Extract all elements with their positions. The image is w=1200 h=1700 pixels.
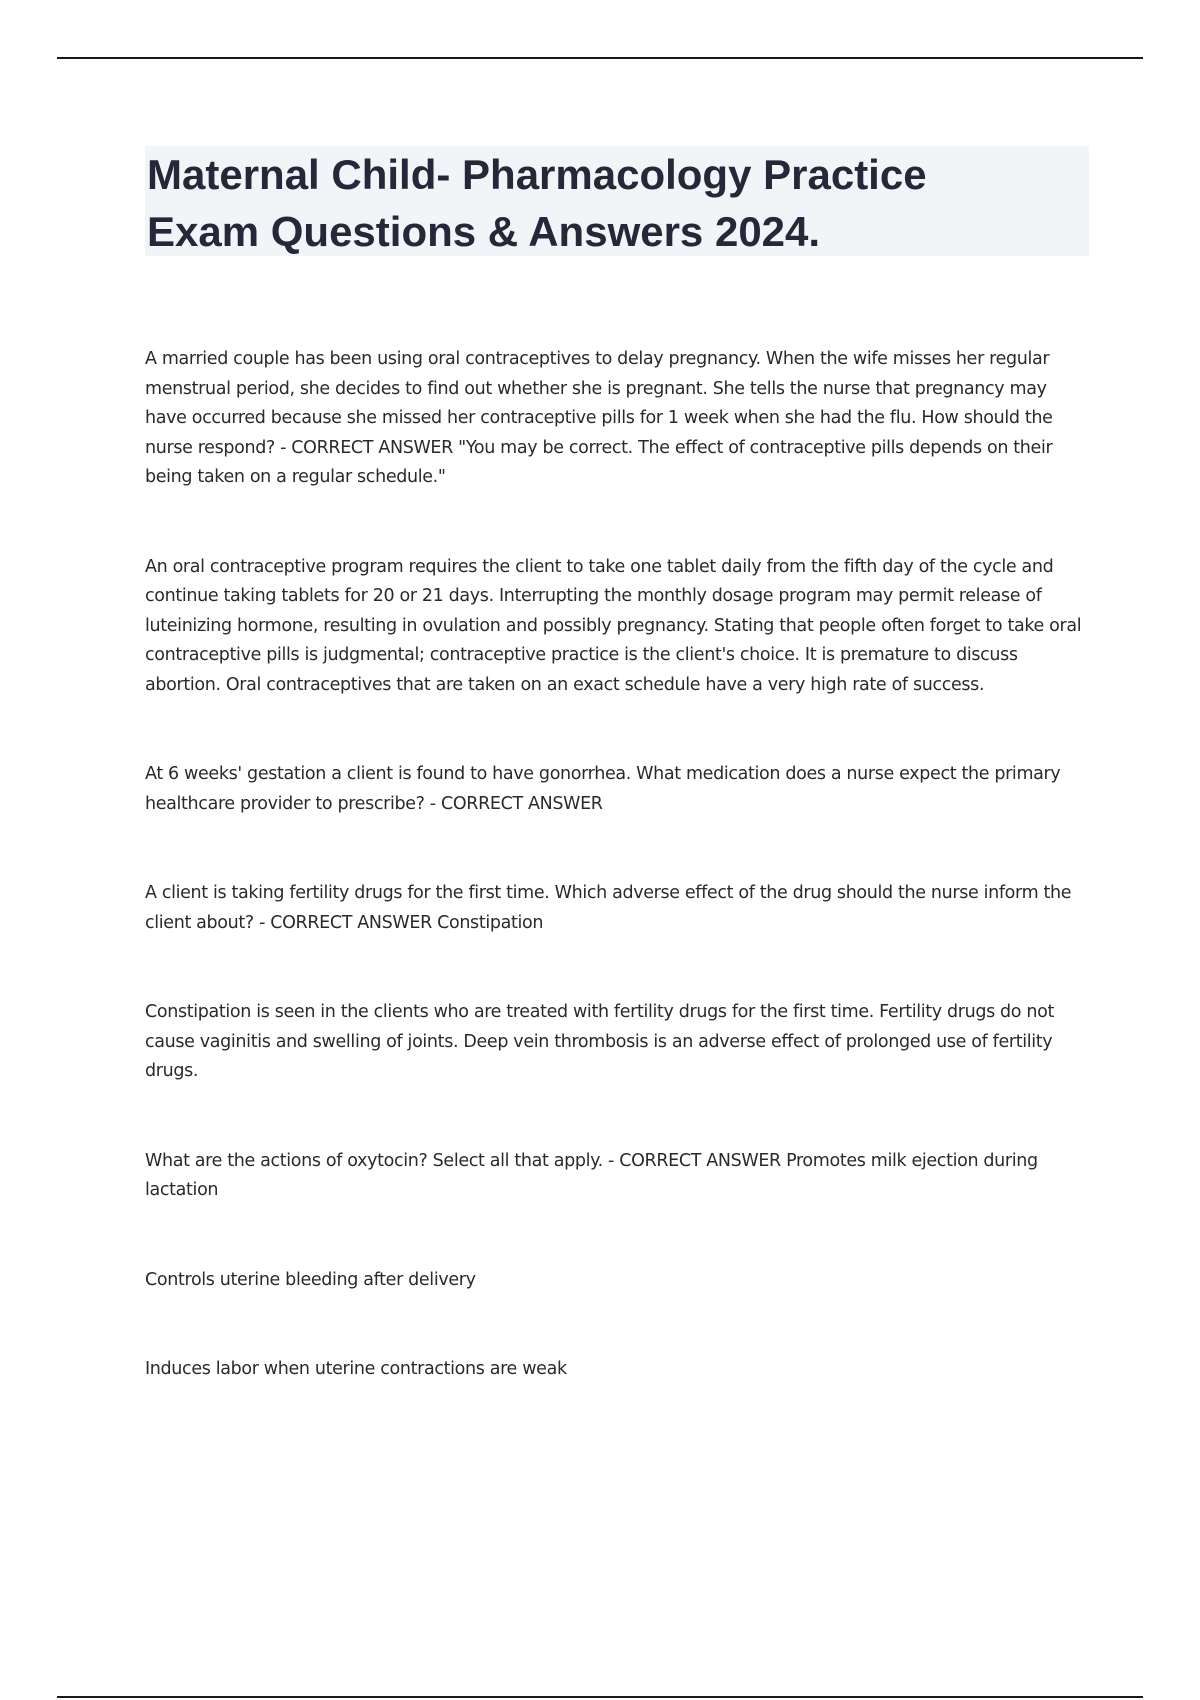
paragraph-question-3: A client is taking fertility drugs for the first time. Which adverse effect of the drug should the nurse inform the client about? - CORRECT ANSWER Constipation <box>145 883 1072 933</box>
title-block <box>145 146 1089 256</box>
paragraph-answer-4b: Controls uterine bleeding after delivery <box>145 1269 476 1290</box>
paragraph-question-1: A married couple has been using oral contraceptives to delay pregnancy. When the wife misses her regular menstrual period, she decides to find out whether she is pregnant. She tells the nurse that pregnancy may have occurred because she missed her contraceptive pills for 1 week when she had the flu. How should the nurse respond? - CORRECT ANSWER "You may be correct. The effect of contraceptive pills depends on their being taken on a regular schedule." <box>145 349 1053 487</box>
document-title <box>147 146 1089 260</box>
top-rule <box>57 57 1143 59</box>
paragraph-rationale-1: An oral contraceptive program requires the client to take one tablet daily from the fifth day of the cycle and continue taking tablets for 20 or 21 days. Interrupting the monthly dosage program may permit release of luteinizing hormone, resulting in ovulation and possibly pregnancy. Stating that people often forget to take oral contraceptive pills is judgmental; contraceptive practice is the client's choice. It is premature to discuss abortion. Oral contraceptives that are taken on an exact schedule have a very high rate of success. <box>145 556 1082 695</box>
paragraph-question-2: At 6 weeks' gestation a client is found to have gonorrhea. What medication does a nurse expect the primary healthcare provider to prescribe? - CORRECT ANSWER <box>145 764 1061 814</box>
bottom-rule <box>57 1696 1143 1698</box>
paragraph-answer-4c: Induces labor when uterine contractions are weak <box>145 1359 567 1379</box>
paragraph-rationale-3: Constipation is seen in the clients who are treated with fertility drugs for the first time. Fertility drugs do not cause vaginitis and swelling of joints. Deep vein thrombosis is an adverse effect of prolonged use of fertility drugs. <box>145 1002 1054 1081</box>
title-line-2: Exam Questions & Answers 2024. <box>147 208 821 255</box>
paragraph-question-4: What are the actions of oxytocin? Select all that apply. - CORRECT ANSWER Promotes milk ejection during lactation <box>145 1150 1038 1200</box>
document-body <box>145 345 1090 1445</box>
title-line-1: Maternal Child- Pharmacology Practice <box>147 151 927 198</box>
